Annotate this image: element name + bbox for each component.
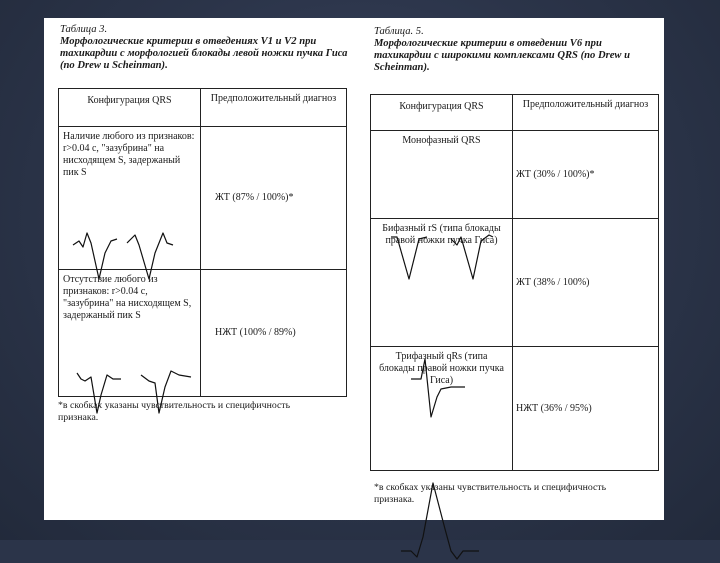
- left-row1-result: ЖТ (87% / 100%)*: [201, 127, 347, 270]
- right-row2-criteria: Бифазный rS (типа блокады правой ножки пучка Гиса): [371, 219, 513, 347]
- left-document: [58, 24, 348, 444]
- right-criteria-table: [370, 94, 659, 471]
- left-header-diag: Предположительный диагноз: [201, 89, 347, 127]
- document-page: [44, 18, 664, 520]
- right-row1-result: ЖТ (30% / 100%)*: [513, 131, 659, 219]
- right-footnote: *в скобках указаны чувствительность и специфичность признака.: [374, 482, 607, 505]
- right-table-title: Таблица. 5. Морфологические критерии в отведении V6 при тахикардии с широкими комплексами QRS (по Drew и Scheinman).: [374, 26, 631, 73]
- left-row2-criteria: Отсутствие любого из признаков: r>0.04 с, "зазубрина" на нисходящем S, задержаный пик S: [59, 270, 201, 397]
- right-row1-waveform-a: [391, 231, 431, 283]
- right-document: [370, 26, 662, 516]
- right-row1-criteria: Монофазный QRS: [371, 131, 513, 219]
- left-row1-criteria: Наличие любого из признаков: r>0.04 с, "зазубрина" на нисходящем S, задержаный пик S: [59, 127, 201, 270]
- left-footnote: *в скобках указаны чувствительность и специфичность признака.: [58, 400, 291, 423]
- left-row1-waveform-b: [127, 223, 173, 283]
- left-row2-result: НЖТ (100% / 89%): [201, 270, 347, 397]
- right-row3-result: НЖТ (36% / 95%): [513, 347, 659, 471]
- left-header-config: Конфигурация QRS: [59, 89, 201, 127]
- right-row2-result: ЖТ (38% / 100%): [513, 219, 659, 347]
- left-table-title: Таблица 3. Морфологические критерии в отведениях V1 и V2 при тахикардии с морфологией блокады левой ножки пучка Гиса (по Drew и Scheinman).: [60, 24, 348, 71]
- left-criteria-table: [58, 88, 347, 397]
- right-row3-criteria: Трифазный qRs (типа блокады правой ножки пучка Гиса): [371, 347, 513, 471]
- right-row1-waveform-b: [451, 231, 495, 283]
- left-row1-waveform-a: [73, 223, 125, 283]
- right-header-diag: Предположительный диагноз: [513, 95, 659, 131]
- right-header-config: Конфигурация QRS: [371, 95, 513, 131]
- right-row2-waveform: [411, 357, 467, 423]
